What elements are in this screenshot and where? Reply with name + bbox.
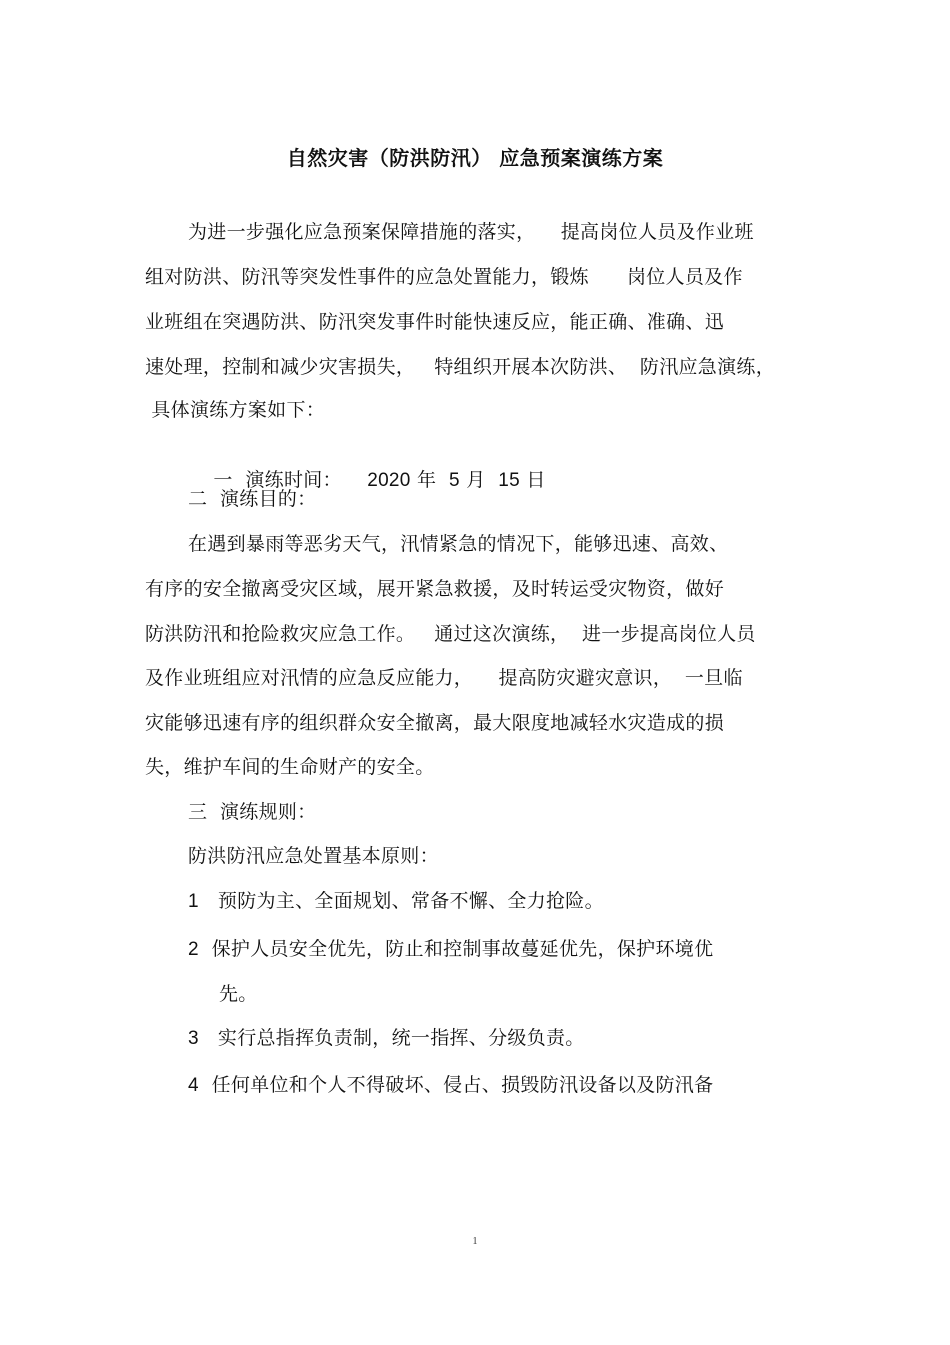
intro-line: 速处理，控制和减少灾害损失， 特组织开展本次防洪、 防汛应急演练， — [145, 356, 775, 378]
drill-year-unit: 年 — [417, 469, 437, 491]
section3-label: 三 演练规则： — [188, 801, 317, 823]
drill-month: 5 — [449, 470, 460, 491]
principle-text: 保护人员安全优先，防止和控制事故蔓延优先，保护环境优 — [211, 938, 714, 960]
intro-line: 业班组在突遇防洪、防汛突发事件时能快速反应，能正确、准确、迅 — [145, 311, 725, 333]
purpose-line: 有序的安全撤离受灾区域，展开紧急救援，及时转运受灾物资，做好 — [145, 578, 725, 600]
principle-item — [188, 936, 713, 963]
page-number: 1 — [472, 1236, 478, 1247]
drill-day-unit: 日 — [526, 469, 546, 491]
principle-number: 3 — [188, 1028, 199, 1049]
principle-item — [188, 1025, 585, 1052]
principle-number: 2 — [188, 939, 199, 960]
principle-item — [188, 888, 604, 915]
principles-heading: 防洪防汛应急处置基本原则： — [188, 845, 439, 867]
purpose-line: 防洪防汛和抢险救灾应急工作。 通过这次演练， 进一步提高岗位人员 — [145, 623, 756, 645]
principle-number: 1 — [188, 891, 199, 912]
principle-number: 4 — [188, 1075, 199, 1096]
principle-text: 预防为主、全面规划、常备不懈、全力抢险。 — [217, 890, 604, 912]
document-title: 自然灾害（防洪防汛） 应急预案演练方案 — [286, 146, 664, 170]
intro-line: 具体演练方案如下： — [145, 399, 326, 421]
purpose-line: 失，维护车间的生命财产的安全。 — [145, 756, 435, 778]
purpose-line: 灾能够迅速有序的组织群众安全撤离，最大限度地减轻水灾造成的损 — [145, 712, 725, 734]
section1-label: 一 演练时间： — [213, 469, 342, 491]
principle-text: 实行总指挥负责制，统一指挥、分级负责。 — [217, 1027, 585, 1049]
section2-label: 二 演练目的： — [188, 488, 317, 510]
intro-line: 组对防洪、防汛等突发性事件的应急处置能力，锻炼 岗位人员及作 — [145, 266, 743, 288]
principle-continuation: 先。 — [219, 983, 258, 1005]
intro-line: 为进一步强化应急预案保障措施的落实， 提高岗位人员及作业班 — [188, 221, 754, 243]
principle-text: 任何单位和个人不得破坏、侵占、损毁防汛设备以及防汛备 — [211, 1074, 714, 1096]
drill-day: 15 — [498, 470, 520, 491]
drill-year: 2020 — [367, 470, 411, 491]
purpose-line: 在遇到暴雨等恶劣天气，汛情紧急的情况下，能够迅速、高效、 — [188, 533, 729, 555]
principle-item — [188, 1072, 713, 1099]
purpose-line: 及作业班组应对汛情的应急反应能力， 提高防灾避灾意识， 一旦临 — [145, 667, 743, 689]
drill-month-unit: 月 — [466, 469, 486, 491]
